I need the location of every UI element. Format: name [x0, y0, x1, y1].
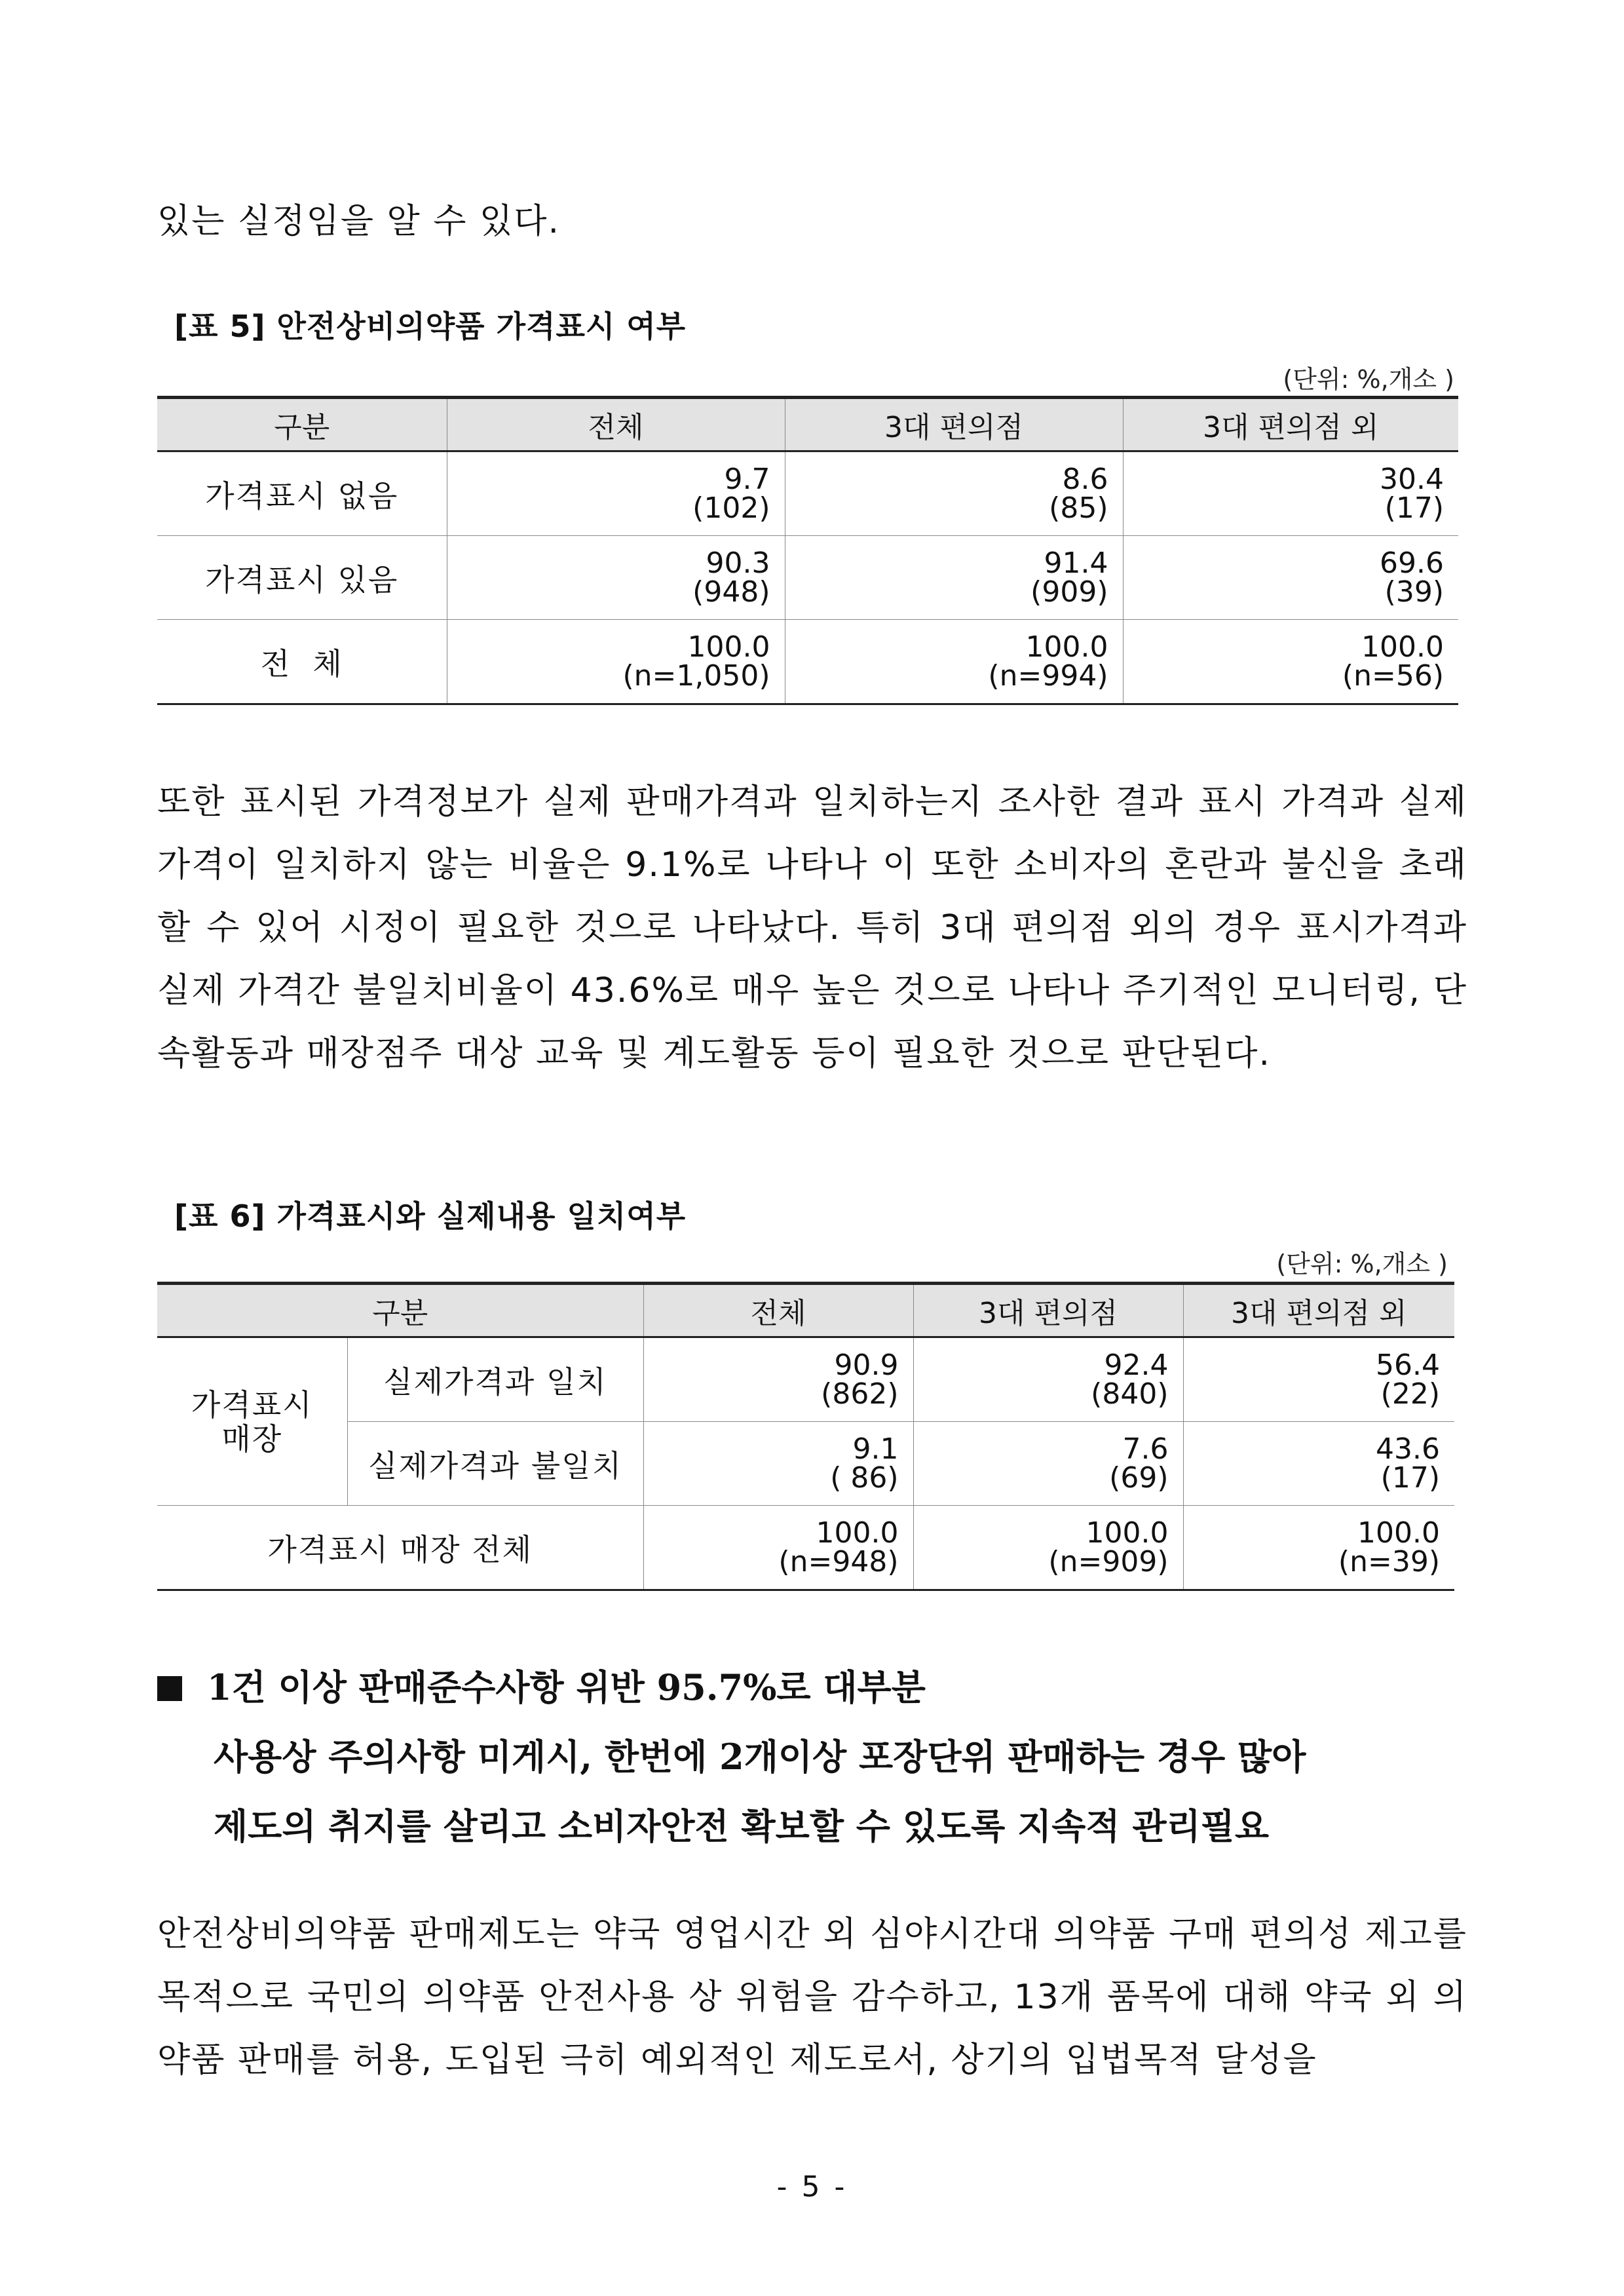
table-row: [157, 451, 1458, 536]
table-cell: 91.4 (909): [785, 536, 1123, 620]
table5-header: 3대 편의점 외: [1123, 398, 1458, 451]
table-cell: 56.4 (22): [1183, 1337, 1454, 1422]
table5: [157, 396, 1458, 705]
table-cell: 100.0 (n=56): [1123, 620, 1458, 704]
table-row: [157, 536, 1458, 620]
table5-unit: (단위: %,개소 ): [1283, 365, 1454, 394]
row-label: 가격표시 없음: [157, 451, 447, 536]
table-cell: 8.6 (85): [785, 451, 1123, 536]
table-cell: 9.1 ( 86): [643, 1422, 913, 1506]
table-cell: 100.0 (n=1,050): [447, 620, 785, 704]
table-row: [157, 620, 1458, 704]
table6-unit: (단위: %,개소 ): [1276, 1250, 1448, 1278]
body-paragraph: 또한 표시된 가격정보가 실제 판매가격과 일치하는지 조사한 결과 표시 가격과 실제가격이 일치하지 않는 비율은 9.1%로 나타나 이 또한 소비자의 혼란과 불신을 초래할 수 있어 시정이 필요한 것으로 나타났다. 특히 3대 편의점 외의 경우 표시가격과 실제 가격간 불일치비율이 43.6%로 매우 높은 것으로 나타나 주기적인 모니터링, 단속활동과 매장점주 대상 교육 및 계도활동 등이 필요한 것으로 판단된다.: [157, 782, 1467, 1073]
table6-caption: [표 6] 가격표시와 실제내용 일치여부: [174, 1198, 687, 1234]
row-label: 전 체: [157, 620, 447, 704]
square-bullet-icon: [157, 1676, 182, 1701]
heading-line: 사용상 주의사항 미게시, 한번에 2개이상 포장단위 판매하는 경우 많아: [214, 1736, 1306, 1778]
table5-header: 전체: [447, 398, 785, 451]
row-label: 가격표시 있음: [157, 536, 447, 620]
table-cell: 90.3 (948): [447, 536, 785, 620]
table-cell: 7.6 (69): [913, 1422, 1183, 1506]
table6-header-row: [157, 1284, 1454, 1337]
body-paragraph: 안전상비의약품 판매제도는 약국 영업시간 외 심야시간대 의약품 구매 편의성 제고를 목적으로 국민의 의약품 안전사용 상 위험을 감수하고, 13개 품목에 대해 약국 외 의약품 판매를 허용, 도입된 극히 예외적인 제도로서, 상기의 입법목적 달성을: [157, 1915, 1467, 2080]
table5-header-row: [157, 398, 1458, 451]
table6: [157, 1282, 1454, 1591]
table-cell: 9.7 (102): [447, 451, 785, 536]
table-row: [157, 1422, 1454, 1506]
heading-line: 1건 이상 판매준수사항 위반 95.7%로 대부분: [207, 1666, 926, 1708]
intro-text: 있는 실정임을 알 수 있다.: [157, 202, 560, 241]
row-label: 실제가격과 일치: [347, 1337, 643, 1422]
table-cell: 100.0 (n=909): [913, 1506, 1183, 1590]
table-cell: 100.0 (n=994): [785, 620, 1123, 704]
table-cell: 30.4 (17): [1123, 451, 1458, 536]
table-cell: 100.0 (n=39): [1183, 1506, 1454, 1590]
table6-header: 3대 편의점: [913, 1284, 1183, 1337]
table-cell: 90.9 (862): [643, 1337, 913, 1422]
table6-header: 구분: [157, 1284, 643, 1337]
page-number: - 5 -: [776, 2170, 848, 2204]
section-heading: [157, 1653, 1467, 1861]
group-label: 가격표시 매장: [157, 1337, 347, 1506]
table-cell: 100.0 (n=948): [643, 1506, 913, 1590]
table-row: [157, 1337, 1454, 1422]
table-cell: 92.4 (840): [913, 1337, 1183, 1422]
row-label: 가격표시 매장 전체: [157, 1506, 643, 1590]
table-cell: 43.6 (17): [1183, 1422, 1454, 1506]
row-label: 실제가격과 불일치: [347, 1422, 643, 1506]
table5-header: 3대 편의점: [785, 398, 1123, 451]
table5-caption: [표 5] 안전상비의약품 가격표시 여부: [174, 309, 687, 344]
table5-header: 구분: [157, 398, 447, 451]
table-cell: 69.6 (39): [1123, 536, 1458, 620]
table-row: [157, 1506, 1454, 1590]
heading-line: 제도의 취지를 살리고 소비자안전 확보할 수 있도록 지속적 관리필요: [214, 1805, 1269, 1847]
table6-header: 3대 편의점 외: [1183, 1284, 1454, 1337]
table6-header: 전체: [643, 1284, 913, 1337]
